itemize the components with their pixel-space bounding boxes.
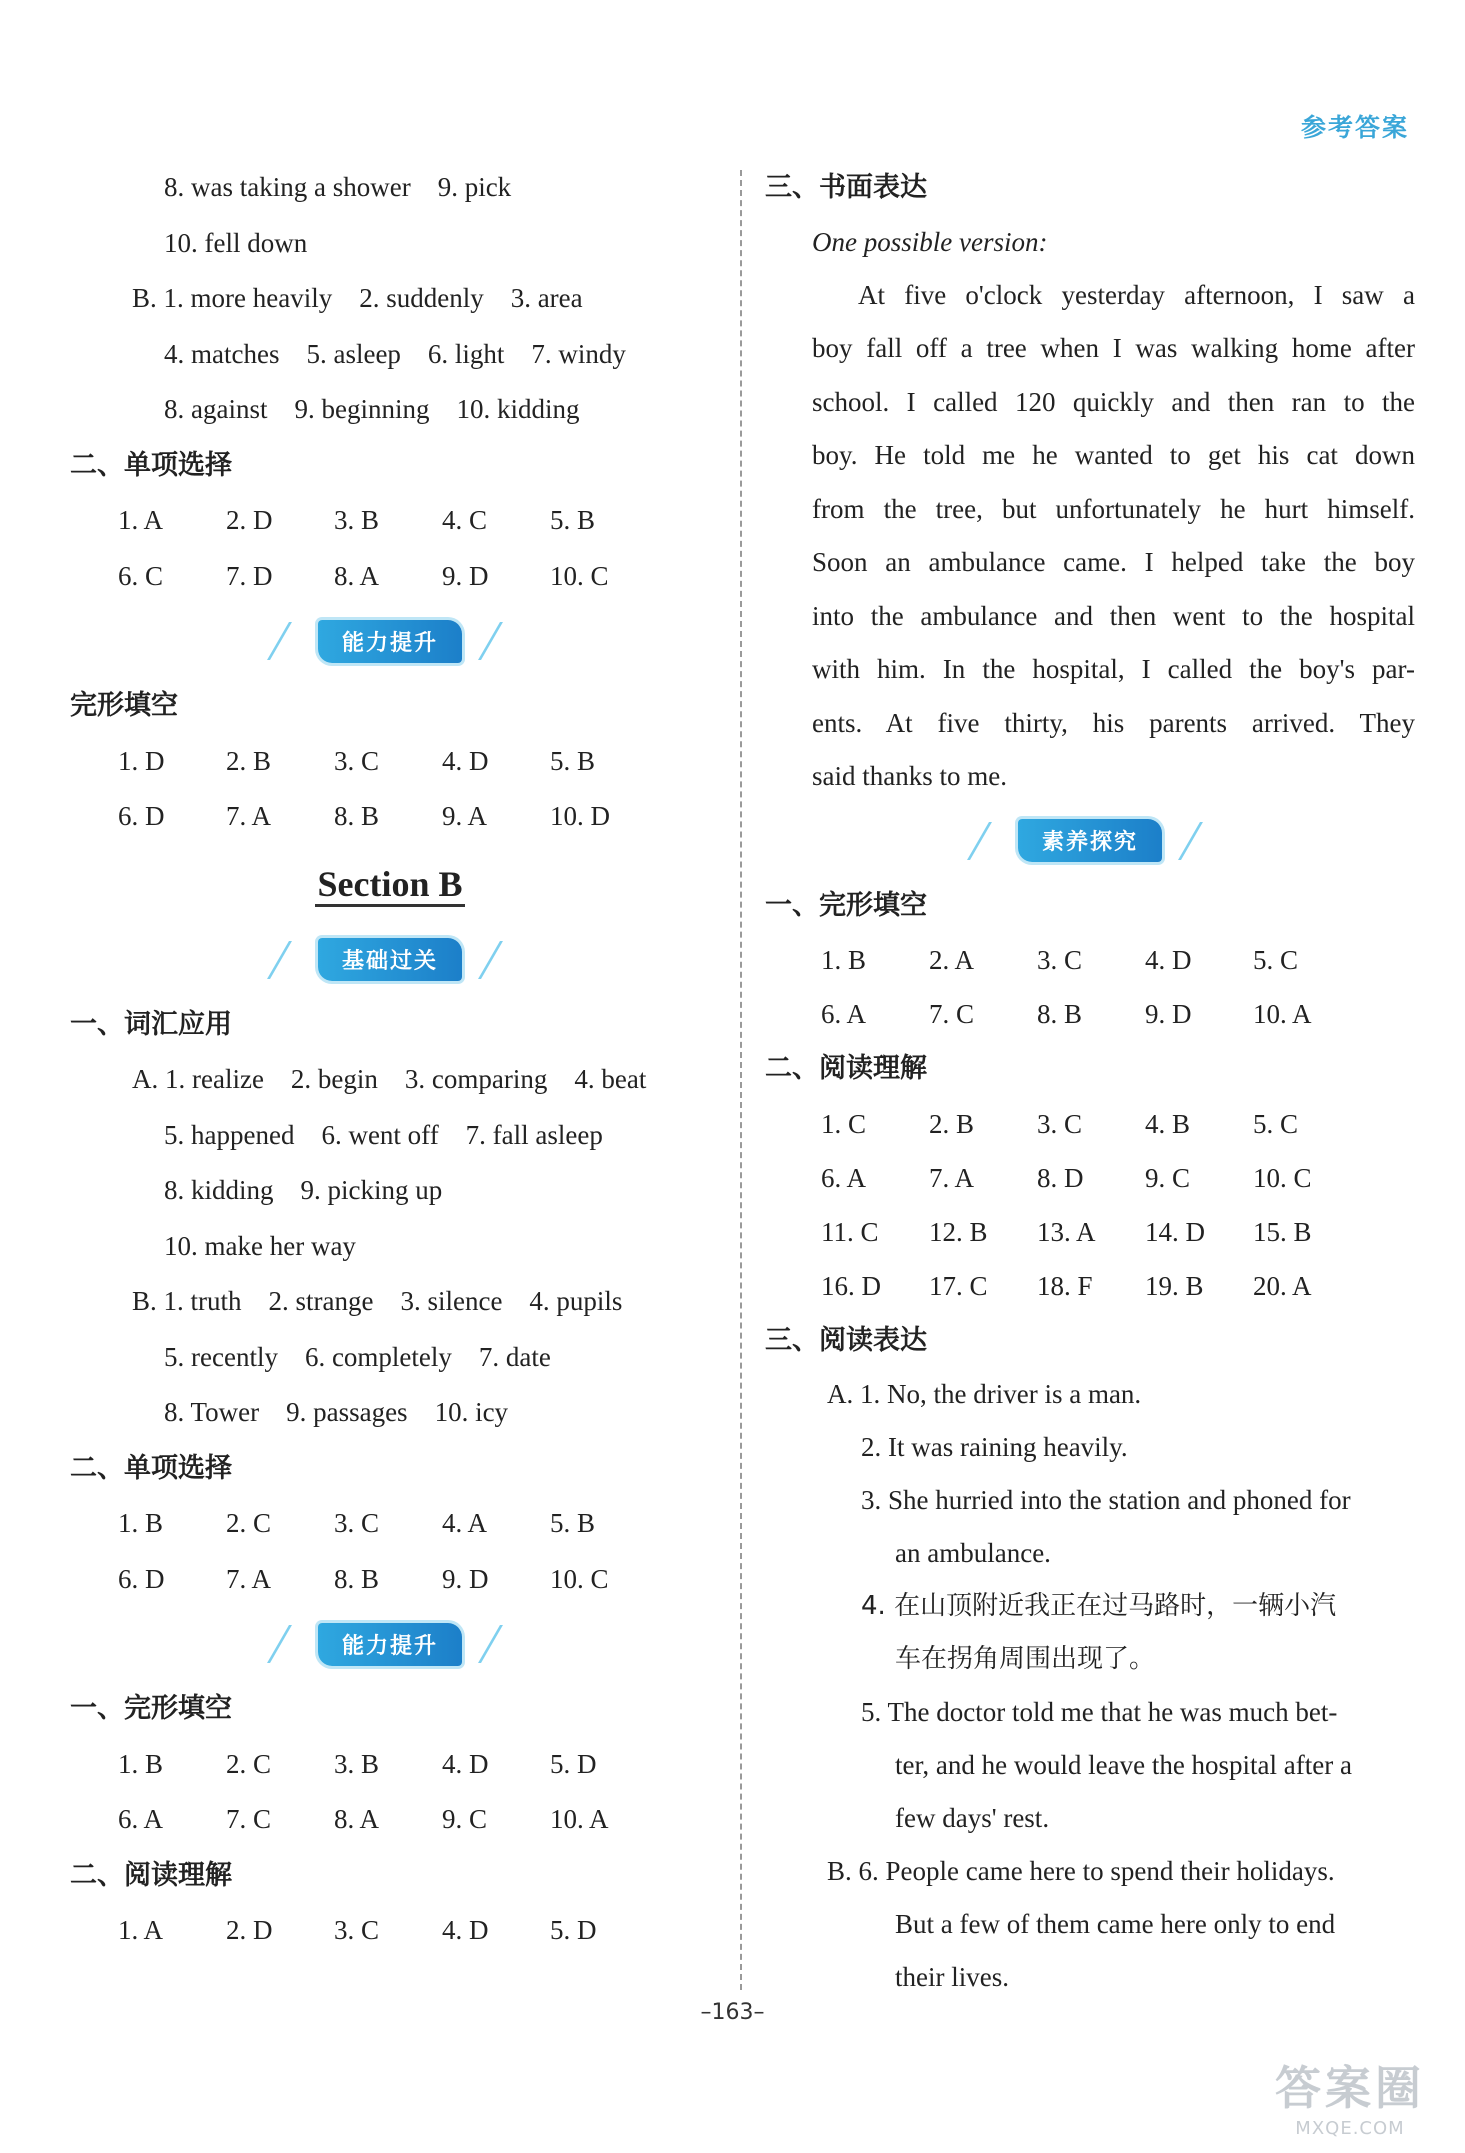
answer-item: 3. B <box>334 1748 380 1779</box>
answer-item: 4. D <box>442 1915 489 1945</box>
answer-line: 3. She hurried into the station and phoned for <box>861 1485 1351 1515</box>
answer-item: 10. C <box>1253 1162 1312 1193</box>
answer-line: an ambulance. <box>895 1538 1051 1568</box>
answer-item: 3. C <box>334 745 380 776</box>
banner-label: 能力提升 <box>318 620 462 663</box>
page-number: –163– <box>700 2000 765 2025</box>
answer-grid <box>70 1903 710 1959</box>
essay-paragraph <box>765 269 1415 804</box>
answer-item: 7. D <box>226 560 273 591</box>
answer-item: 4. C <box>442 505 488 535</box>
answer-item: 7. C <box>929 999 975 1029</box>
answer-item: 18. F <box>1037 1270 1093 1301</box>
answer-line: 10. fell down <box>164 227 308 258</box>
answer-item: 9. D <box>442 1563 489 1594</box>
section-heading: 二、单项选择 <box>70 1452 232 1484</box>
version-label: One possible version: <box>812 226 1048 257</box>
reading-expression-answers <box>765 1368 1415 2004</box>
answer-item: 10. C <box>550 560 609 591</box>
answer-grid <box>70 493 710 604</box>
answer-line: 8. kidding 9. picking up <box>164 1175 443 1205</box>
section-title: Section B <box>70 845 710 923</box>
answer-item: 9. A <box>442 801 488 831</box>
answer-line: their lives. <box>895 1962 1009 1992</box>
answer-item: 2. D <box>226 505 273 535</box>
answer-line: 8. against 9. beginning 10. kidding <box>164 394 580 424</box>
left-column <box>70 160 710 1959</box>
answer-item: 2. B <box>226 745 272 776</box>
banner <box>272 937 508 983</box>
banner-row <box>765 804 1415 878</box>
answer-item: 7. A <box>226 1563 272 1594</box>
answer-item: 5. C <box>1253 945 1299 975</box>
answer-item: 2. A <box>929 945 975 975</box>
answer-item: 1. A <box>118 505 164 535</box>
section-heading: 三、阅读表达 <box>765 1324 927 1356</box>
answer-item: 6. D <box>118 801 165 831</box>
answer-item: 2. B <box>929 1108 975 1139</box>
answer-item: 8. B <box>334 1563 380 1594</box>
banner <box>272 618 508 664</box>
answer-item: 8. A <box>334 1804 380 1834</box>
answer-item: 19. B <box>1145 1270 1204 1301</box>
answer-item: 8. D <box>1037 1162 1084 1193</box>
answer-item: 11. C <box>821 1216 879 1247</box>
answer-item: 16. D <box>821 1270 881 1301</box>
answer-item: 17. C <box>929 1270 988 1301</box>
watermark-logo: 答案圈 MXQE.COM <box>1275 2061 1425 2139</box>
answer-item: 3. C <box>1037 1108 1083 1139</box>
answer-item: 9. C <box>1145 1162 1191 1193</box>
section-heading: 完形填空 <box>70 690 178 721</box>
answer-item: 5. D <box>550 1748 597 1779</box>
answer-item: 6. D <box>118 1563 165 1594</box>
answer-line: 10. make her way <box>164 1230 356 1261</box>
answer-line: 2. It was raining heavily. <box>861 1432 1128 1462</box>
answer-item: 5. B <box>550 1508 596 1538</box>
answer-line: But a few of them came here only to end <box>895 1909 1336 1939</box>
answer-item: 7. A <box>226 801 272 831</box>
answer-item: 10. D <box>550 801 610 831</box>
answer-item: 2. D <box>226 1915 273 1945</box>
answer-item: 3. B <box>334 505 380 535</box>
answer-item: 8. A <box>334 560 380 591</box>
section-heading: 二、单项选择 <box>70 449 232 481</box>
answer-item: 6. A <box>118 1804 164 1834</box>
answer-item: 2. C <box>226 1748 272 1779</box>
banner <box>972 818 1208 864</box>
right-column <box>765 160 1415 2004</box>
answer-item: 6. A <box>821 999 867 1029</box>
answer-line: A. 1. realize 2. begin 3. comparing 4. beat <box>132 1064 647 1094</box>
answer-item: 4. D <box>442 745 489 776</box>
answer-item: 1. B <box>118 1508 164 1538</box>
banner-label: 素养探究 <box>1018 819 1162 862</box>
answer-item: 9. D <box>442 560 489 591</box>
essay-line: said thanks to me. <box>812 761 1007 791</box>
answer-item: 8. B <box>1037 999 1083 1029</box>
answer-item: 3. C <box>334 1915 380 1945</box>
answer-item: 5. B <box>550 745 596 776</box>
answer-line: 8. was taking a shower 9. pick <box>164 172 512 202</box>
answer-item: 2. C <box>226 1508 272 1538</box>
answer-item: 10. A <box>550 1804 609 1834</box>
answer-grid <box>70 1737 710 1848</box>
answer-line: B. 6. People came here to spend their holidays. <box>827 1856 1335 1886</box>
column-divider <box>740 170 742 1990</box>
section-heading: 二、阅读理解 <box>765 1053 927 1084</box>
answer-item: 13. A <box>1037 1216 1096 1247</box>
answer-item: 4. B <box>1145 1108 1191 1139</box>
answer-item: 1. B <box>821 945 867 975</box>
answer-item: 10. C <box>550 1563 609 1594</box>
essay-line: Soon an ambulance came. I helped take the boy <box>812 547 1415 577</box>
answer-item: 6. C <box>118 560 164 591</box>
banner-row <box>70 604 710 678</box>
answer-line: 4. matches 5. asleep 6. light 7. windy <box>164 338 626 369</box>
answer-item: 15. B <box>1253 1216 1312 1247</box>
answer-line: few days' rest. <box>895 1803 1050 1833</box>
answer-item: 9. C <box>442 1804 488 1834</box>
essay-line: At five o'clock yesterday afternoon, I saw a <box>858 279 1415 310</box>
answer-item: 3. C <box>1037 945 1083 975</box>
answer-item: 9. D <box>1145 999 1192 1029</box>
section-heading: 一、完形填空 <box>70 1693 232 1724</box>
answer-grid <box>765 933 1415 1041</box>
answer-item: 10. A <box>1253 999 1312 1029</box>
answer-item: 8. B <box>334 801 380 831</box>
answer-grid <box>70 734 710 845</box>
answer-line: 4. 在山顶附近我正在过马路时，一辆小汽 <box>861 1591 1337 1621</box>
banner-label: 能力提升 <box>318 1623 462 1666</box>
answer-line: 5. happened 6. went off 7. fall asleep <box>164 1119 603 1150</box>
essay-line: boy. He told me he wanted to get his cat down <box>812 440 1415 470</box>
corner-label: 参考答案 <box>1300 113 1409 142</box>
banner-row <box>70 1607 710 1681</box>
answer-item: 1. D <box>118 745 165 776</box>
answer-item: 1. C <box>821 1108 867 1139</box>
essay-line: with him. In the hospital, I called the boy's par- <box>812 654 1415 684</box>
answer-line: 车在拐角周围出现了。 <box>895 1644 1156 1674</box>
answer-item: 12. B <box>929 1216 988 1247</box>
answer-line: A. 1. No, the driver is a man. <box>827 1379 1142 1409</box>
essay-line: boy fall off a tree when I was walking home after <box>812 333 1415 363</box>
answer-item: 7. C <box>226 1804 272 1834</box>
answer-item: 5. C <box>1253 1108 1299 1139</box>
essay-line: school. I called 120 quickly and then ran to the <box>812 386 1415 417</box>
answer-grid <box>765 1097 1415 1313</box>
essay-line: ents. At five thirty, his parents arrived. They <box>812 707 1415 738</box>
banner-row <box>70 923 710 997</box>
banner-label: 基础过关 <box>318 938 462 981</box>
answer-line: 5. recently 6. completely 7. date <box>164 1341 551 1372</box>
answer-item: 4. D <box>1145 945 1192 975</box>
section-heading: 二、阅读理解 <box>70 1859 232 1891</box>
answer-item: 14. D <box>1145 1216 1205 1247</box>
essay-line: into the ambulance and then went to the hospital <box>812 600 1415 631</box>
answer-grid <box>70 1496 710 1607</box>
banner <box>272 1621 508 1667</box>
answer-line: B. 1. truth 2. strange 3. silence 4. pupils <box>132 1286 623 1316</box>
essay-line: from the tree, but unfortunately he hurt himself. <box>812 493 1415 524</box>
answer-item: 3. C <box>334 1508 380 1538</box>
answer-item: 5. D <box>550 1915 597 1945</box>
answer-line: 8. Tower 9. passages 10. icy <box>164 1397 509 1427</box>
answer-item: 4. A <box>442 1508 488 1538</box>
section-heading: 一、词汇应用 <box>70 1008 232 1040</box>
answer-item: 5. B <box>550 505 596 535</box>
answer-item: 20. A <box>1253 1270 1312 1301</box>
answer-item: 1. B <box>118 1748 164 1779</box>
answer-line: 5. The doctor told me that he was much bet- <box>861 1697 1338 1727</box>
answer-item: 4. D <box>442 1748 489 1779</box>
answer-line: ter, and he would leave the hospital after a <box>895 1750 1352 1780</box>
answer-item: 7. A <box>929 1162 975 1193</box>
answer-item: 1. A <box>118 1915 164 1945</box>
answer-line: B. 1. more heavily 2. suddenly 3. area <box>132 283 583 313</box>
answer-item: 6. A <box>821 1162 867 1193</box>
section-heading: 三、书面表达 <box>765 172 927 203</box>
section-heading: 一、完形填空 <box>765 889 927 921</box>
